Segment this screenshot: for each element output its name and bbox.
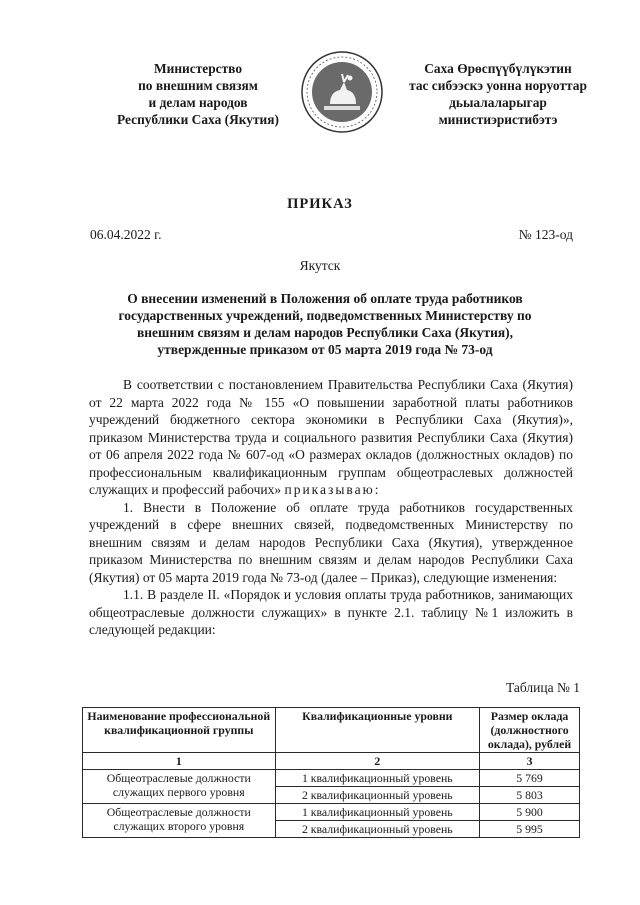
document-number: № 123-од bbox=[518, 227, 573, 242]
level-cell: 1 квалификационный уровень bbox=[275, 770, 480, 787]
preamble-text: В соответствии с постановлением Правительства Республики Саха (Якутия) от 22 марта 2022 года № 155 «О повышении заработной платы работников учреждений бюджетного сектора экономики в Республики Саха (Якутия)», приказом Министерства труда и социального развития Республики Саха (Якутия) от 06 апреля 2022 года № 607-од «О размерах окладов (должностных окладов) по профессиональным квалификационным группам общеотраслевых должностей служащих и профессий рабочих» bbox=[89, 377, 573, 497]
header-line: дьыалаларыгар bbox=[449, 95, 547, 110]
header-cell: Размер оклада (должностного оклада), рублей bbox=[480, 708, 580, 753]
clause-1-paragraph: 1. Внести в Положение об оплате труда работников государственных учреждений в сфере внешних связей, подведомственных Министерству по внешним связям и делам народов Республики Саха (Якутия), утвержденное приказом Министерства по внешним связям и делам народов Республики Саха (Якутия) от 05 марта 2019 года № 73-од (далее – Приказ), следующие изменения: bbox=[89, 499, 573, 585]
table-row bbox=[83, 804, 580, 821]
coat-of-arms-emblem bbox=[300, 50, 384, 134]
level-cell: 2 квалификационный уровень bbox=[275, 787, 480, 804]
header-line: и делам народов bbox=[148, 95, 248, 110]
salary-cell: 5 995 bbox=[480, 821, 580, 838]
group-name-cell: Общеотраслевые должности служащих первого уровня bbox=[83, 770, 276, 804]
document-date: 06.04.2022 г. bbox=[90, 227, 162, 242]
clause-1-1-paragraph: 1.1. В разделе II. «Порядок и условия оплаты труда работников, занимающих общеотраслевые должности служащих» в пункте 2.1. таблицу №1 изложить в следующей редакции: bbox=[89, 587, 573, 637]
document-subject bbox=[90, 290, 560, 358]
subject-line: утвержденные приказом от 05 марта 2019 года № 73-од bbox=[157, 342, 493, 357]
group-name-cell: Общеотраслевые должности служащих второго уровня bbox=[83, 804, 276, 838]
salary-cell: 5 803 bbox=[480, 787, 580, 804]
document-title: ПРИКАЗ bbox=[287, 196, 353, 212]
column-number: 3 bbox=[480, 753, 580, 770]
subject-line: О внесении изменений в Положения об оплате труда работников bbox=[127, 291, 523, 306]
header-line: Республики Саха (Якутия) bbox=[117, 112, 279, 127]
order-command: приказываю: bbox=[284, 482, 381, 497]
table-row bbox=[83, 770, 580, 787]
salary-cell: 5 900 bbox=[480, 804, 580, 821]
header-line: министиэристибэтэ bbox=[438, 112, 558, 127]
subject-line: внешним связям и делам народов Республики Саха (Якутия), bbox=[136, 325, 514, 340]
ministry-name-russian bbox=[104, 60, 292, 128]
header-line: тас сибээскэ уонна норуоттар bbox=[409, 78, 587, 93]
salary-cell: 5 769 bbox=[480, 770, 580, 787]
column-number: 2 bbox=[275, 753, 480, 770]
header-line: Саха Өрөспүүбүлүкэтин bbox=[424, 61, 572, 76]
header-cell: Наименование профессиональной квалификационной группы bbox=[83, 708, 276, 753]
ministry-name-yakut bbox=[388, 60, 608, 128]
document-city: Якутск bbox=[299, 258, 341, 273]
salary-table bbox=[82, 707, 580, 838]
header-line: по внешним связям bbox=[138, 78, 258, 93]
subject-line: государственных учреждений, подведомственных Министерству по bbox=[118, 308, 532, 323]
preamble-paragraph bbox=[89, 376, 573, 499]
level-cell: 1 квалификационный уровень bbox=[275, 804, 480, 821]
table-header-row bbox=[83, 708, 580, 753]
document-body bbox=[89, 376, 573, 639]
level-cell: 2 квалификационный уровень bbox=[275, 821, 480, 838]
column-number-row bbox=[83, 753, 580, 770]
table-label: Таблица № 1 bbox=[506, 680, 580, 695]
header-line: Министерство bbox=[153, 61, 243, 76]
column-number: 1 bbox=[83, 753, 276, 770]
header-cell: Квалификационные уровни bbox=[275, 708, 480, 753]
